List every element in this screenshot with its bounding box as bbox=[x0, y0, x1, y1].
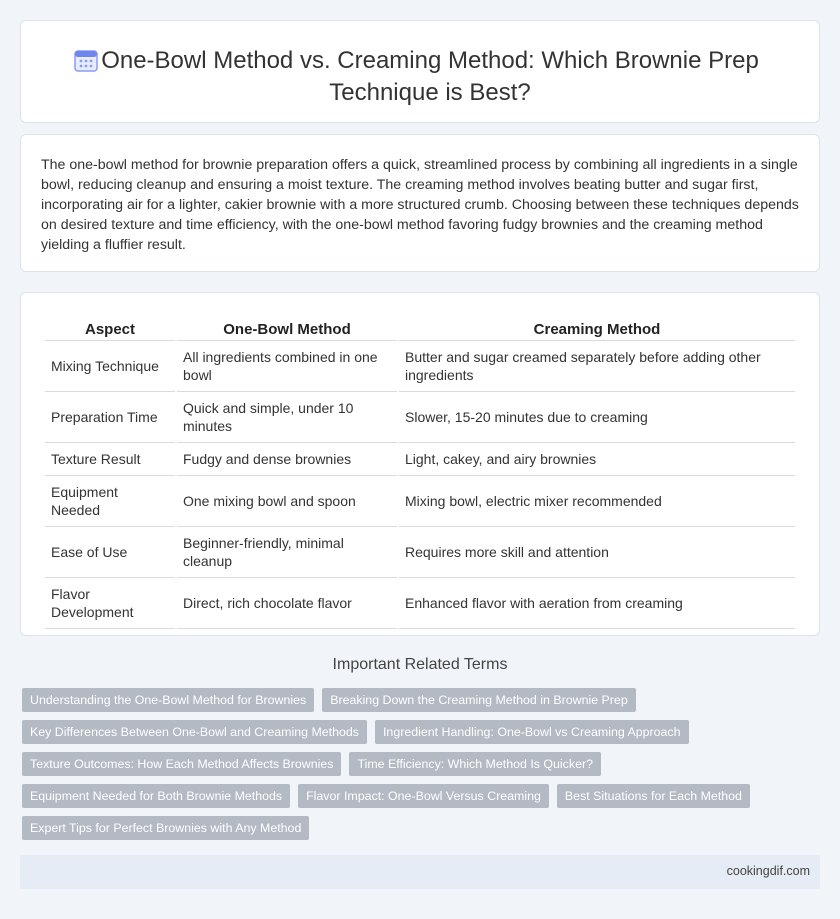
cell-one-bowl: Direct, rich chocolate flavor bbox=[177, 578, 397, 629]
header-creaming: Creaming Method bbox=[399, 311, 795, 341]
cell-one-bowl: All ingredients combined in one bowl bbox=[177, 341, 397, 392]
table-row bbox=[45, 341, 795, 392]
cell-creaming: Requires more skill and attention bbox=[399, 527, 795, 578]
cell-creaming: Enhanced flavor with aeration from creaming bbox=[399, 578, 795, 629]
header-one-bowl: One-Bowl Method bbox=[177, 311, 397, 341]
related-tag[interactable]: Time Efficiency: Which Method Is Quicker? bbox=[349, 752, 601, 776]
table-row bbox=[45, 443, 795, 476]
cell-creaming: Butter and sugar creamed separately before adding other ingredients bbox=[399, 341, 795, 392]
table-header-row bbox=[45, 311, 795, 341]
comparison-table bbox=[43, 311, 797, 629]
cell-aspect: Texture Result bbox=[45, 443, 175, 476]
cell-aspect: Mixing Technique bbox=[45, 341, 175, 392]
related-terms-title: Important Related Terms bbox=[332, 656, 508, 673]
table-row bbox=[45, 392, 795, 443]
cell-creaming: Mixing bowl, electric mixer recommended bbox=[399, 476, 795, 527]
related-tag[interactable]: Key Differences Between One-Bowl and Creaming Methods bbox=[22, 720, 367, 744]
footer bbox=[20, 855, 820, 889]
cell-creaming: Light, cakey, and airy brownies bbox=[399, 443, 795, 476]
related-tag[interactable]: Understanding the One-Bowl Method for Brownies bbox=[22, 688, 314, 712]
table-row bbox=[45, 527, 795, 578]
footer-site-name[interactable]: cookingdif.com bbox=[726, 864, 810, 878]
comparison-card bbox=[20, 292, 820, 636]
table-row bbox=[45, 476, 795, 527]
header-card bbox=[20, 20, 820, 123]
related-tag[interactable]: Breaking Down the Creaming Method in Brownie Prep bbox=[322, 688, 636, 712]
cell-aspect: Preparation Time bbox=[45, 392, 175, 443]
page-title: One-Bowl Method vs. Creaming Method: Which Brownie Prep Technique is Best? bbox=[101, 47, 759, 106]
related-tag[interactable]: Expert Tips for Perfect Brownies with Any Method bbox=[22, 816, 309, 840]
cell-one-bowl: Fudgy and dense brownies bbox=[177, 443, 397, 476]
cell-one-bowl: Quick and simple, under 10 minutes bbox=[177, 392, 397, 443]
intro-paragraph: The one-bowl method for brownie preparation offers a quick, streamlined process by combining all ingredients in a single bowl, reducing cleanup and ensuring a moist texture. The creaming method involves beating butter and sugar first, incorporating air for a lighter, cakier brownie with a more structured crumb. Choosing between these techniques depends on desired texture and time efficiency, with the one-bowl method favoring fudgy brownies and the creaming method yielding a fluffier result. bbox=[41, 157, 799, 253]
intro-card bbox=[20, 134, 820, 272]
related-tag[interactable]: Flavor Impact: One-Bowl Versus Creaming bbox=[298, 784, 549, 808]
cell-one-bowl: One mixing bowl and spoon bbox=[177, 476, 397, 527]
header-aspect: Aspect bbox=[45, 311, 175, 341]
related-tag[interactable]: Texture Outcomes: How Each Method Affects Brownies bbox=[22, 752, 341, 776]
related-tag[interactable]: Best Situations for Each Method bbox=[557, 784, 750, 808]
related-tag[interactable]: Ingredient Handling: One-Bowl vs Creaming Approach bbox=[375, 720, 689, 744]
related-tag[interactable]: Equipment Needed for Both Brownie Methods bbox=[22, 784, 290, 808]
cell-aspect: Flavor Development bbox=[45, 578, 175, 629]
cell-creaming: Slower, 15-20 minutes due to creaming bbox=[399, 392, 795, 443]
related-terms-list bbox=[22, 688, 812, 840]
cell-aspect: Equipment Needed bbox=[45, 476, 175, 527]
cell-aspect: Ease of Use bbox=[45, 527, 175, 578]
table-row bbox=[45, 578, 795, 629]
cell-one-bowl: Beginner-friendly, minimal cleanup bbox=[177, 527, 397, 578]
